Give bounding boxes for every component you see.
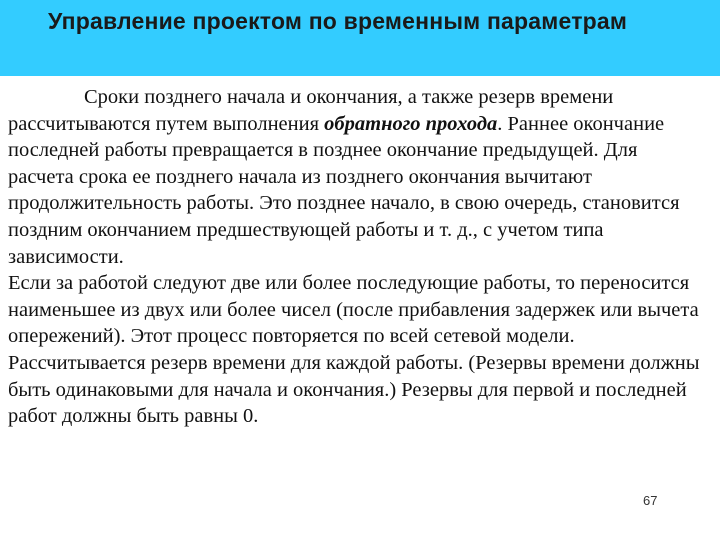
paragraph-2: Если за работой следуют две или более последующие работы, то переносится наименьшее из двух или более чисел (после прибавления задержек или вычета опережений). Этот процесс повторяется по всей сетевой модели. Рассчитывается резерв времени для каждой работы. (Резервы времени должны быть одинаковыми для начала и окончания.) Резервы для первой и последней работ должны быть равны 0. xyxy=(8,272,700,428)
paragraph-1-rest: . Раннее окончание последней работы превращается в позднее окончание предыдущей. Для расчета срока ее позднего начала из позднего окончания вычитают продолжительность работы. Это позднее начало, в свою очередь, становится поздним окончанием предшествующей работы и т. д., с учетом типа зависимости. xyxy=(8,112,680,268)
slide-title: Управление проектом по временным параметрам xyxy=(48,8,628,34)
paragraph-1-intro: Сроки позднего начала и окончания, а также резерв времени рассчитываются путем выполнения xyxy=(8,86,614,135)
title-bar xyxy=(0,0,720,76)
paragraph-1-emphasis: обратного прохода xyxy=(324,112,498,135)
slide-body xyxy=(8,84,708,430)
page-number: 67 xyxy=(643,493,658,508)
paragraph-1 xyxy=(8,84,708,270)
